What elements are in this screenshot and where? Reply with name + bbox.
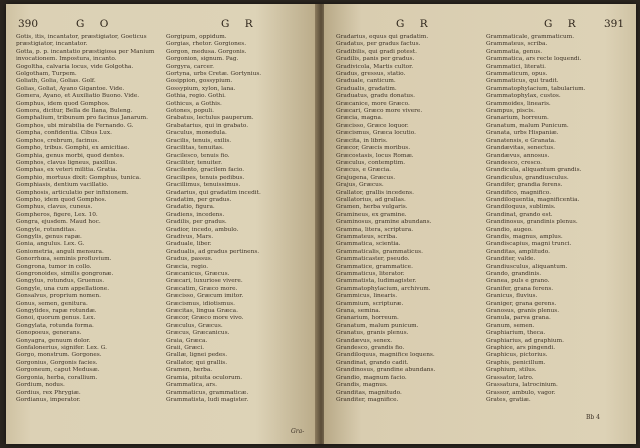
dictionary-entry-line: Gongra, ejusdem. Maud hoc. xyxy=(16,219,101,226)
dictionary-entry-line: Goniometria, anguli mensura. xyxy=(16,248,104,255)
dictionary-entry-line: Gomphas, ex veteri militia. Gratia. xyxy=(16,167,118,174)
dictionary-entry-line: Gradarius, qui gradatim incedit. xyxy=(166,189,261,196)
dictionary-entry-line: Græcatim, Græco more. xyxy=(166,285,238,292)
dictionary-entry-line: Græculus, Græcus. xyxy=(166,322,223,329)
dictionary-entry-line: Grandis, magnus. xyxy=(336,382,388,389)
dictionary-entry-line: Gramia, pituita oculorum. xyxy=(166,374,243,381)
dictionary-entry-line: Grammicus, linearis. xyxy=(336,293,398,300)
dictionary-entry-line: Granatum, malum punicum. xyxy=(336,322,419,329)
dictionary-entry-line: Gracilento, gracilem facio. xyxy=(166,167,245,174)
dictionary-entry-line: Gonfalonerius, signifer. Lex. G. xyxy=(16,345,108,352)
right-header-left: G R xyxy=(396,18,434,30)
dictionary-entry-line: Gomphos, ubi mirabilia de Fernando. G. xyxy=(16,122,134,129)
dictionary-entry-line: Gongronoides, similis gongronæ. xyxy=(16,271,114,277)
left-page-column-1 xyxy=(16,34,158,404)
dictionary-entry-line: Grandicula, aliquantum grandis. xyxy=(486,167,582,174)
dictionary-entry-line: Gorgoneum, caput Medusæ. xyxy=(16,367,100,374)
dictionary-entry-line: Gomera, Ayano, et Auxiliatio Buono. Vide. xyxy=(16,93,140,100)
dictionary-entry-line: Grammaticalis, grammaticus. xyxy=(336,248,423,255)
dictionary-entry-line: Gongylides, rapæ rotundæ. xyxy=(16,308,97,315)
dictionary-entry-line: Graia, Græca. xyxy=(166,337,208,344)
dictionary-entry-line: Græcor, Græco more vivo. xyxy=(166,315,244,322)
dictionary-entry-line: Gongylus, rotundus, Gruenus. xyxy=(16,278,105,285)
dictionary-entry-line: Grandiscapius, magni trunci. xyxy=(486,241,572,248)
dictionary-entry-line: Gradatio, figura. xyxy=(166,204,215,211)
dictionary-entry-line: Graculus, monedula. xyxy=(166,130,227,137)
dictionary-entry-line: Grandesco, grandis fio. xyxy=(336,345,405,352)
dictionary-entry-line: præstigiator, incantator. xyxy=(16,41,88,48)
open-book xyxy=(6,4,636,444)
dictionary-entry-line: Grandævus, senex. xyxy=(336,337,393,344)
dictionary-entry-line: Grabatarius, qui in grabato. xyxy=(166,122,249,129)
dictionary-entry-line: Grandifico, magnifico. xyxy=(486,189,552,196)
dictionary-entry-line: Grallatorius, ad grallas. xyxy=(336,196,406,203)
dictionary-entry-line: Grassor, ambulo, vagor. xyxy=(486,389,556,396)
dictionary-entry-line: Gradilis, per gradus. xyxy=(166,219,227,226)
dictionary-entry-line: Granea, puls e grano. xyxy=(486,278,550,285)
dictionary-entry-line: Gracilipes, tenuis pedibus. xyxy=(166,174,245,181)
left-page-column-2 xyxy=(166,34,308,404)
dictionary-entry-line: Grammaticus, qui tradit. xyxy=(486,78,559,85)
dictionary-entry-line: Græcita, in libris. xyxy=(336,137,388,144)
dictionary-entry-line: Grallæ, lignei pedes. xyxy=(166,352,228,359)
dictionary-entry-line: Grammoides, linearis. xyxy=(486,100,551,107)
dictionary-entry-line: Grammaticus, grammaticæ. xyxy=(166,389,249,396)
right-page-column-1 xyxy=(336,34,478,404)
dictionary-entry-line: Grammium, scripturæ. xyxy=(336,300,404,307)
left-catchword: Gra- xyxy=(291,428,305,435)
dictionary-entry-line: Græcanicus, Græcus. xyxy=(166,271,230,277)
dictionary-entry-line: Gradarius, equus qui gradatim. xyxy=(336,34,429,40)
dictionary-entry-line: Gonyagra, genuum dolor. xyxy=(16,337,91,344)
dictionary-entry-line: Gradilis, panis per gradus. xyxy=(336,56,415,63)
dictionary-entry-line: Gomora, dicitur, Bella de Ilana, Buleng. xyxy=(16,108,133,115)
dictionary-entry-line: Gordium, nodus. xyxy=(16,382,65,389)
dictionary-entry-line: Grammaticale, grammaticum. xyxy=(486,34,575,40)
left-header-left: G O xyxy=(76,18,115,30)
dictionary-entry-line: Granatum, malum Punicum. xyxy=(486,122,569,129)
dictionary-entry-line: Gompheros, figere, Lex. 10. xyxy=(16,211,98,218)
dictionary-entry-line: Gradivicola, Martis cultor. xyxy=(336,63,414,70)
dictionary-entry-line: Gompha, confidentia. Cibus Lux. xyxy=(16,130,112,137)
dictionary-entry-line: Gotis, itis, incantator, præstigiator, Goeticus xyxy=(16,34,147,40)
dictionary-entry-line: Grammatophylacium, tabularium. xyxy=(486,85,586,92)
dictionary-entry-line: Gongrona, tumor in collo. xyxy=(16,263,92,270)
dictionary-entry-line: Grandinat, grando cadit. xyxy=(336,359,409,366)
dictionary-entry-line: Grandiculus, grandiusculus. xyxy=(486,174,569,181)
left-page xyxy=(6,4,318,444)
dictionary-entry-line: Grandiusculus, aliquantum. xyxy=(486,263,568,270)
dictionary-entry-line: Gradiens, incedens. xyxy=(166,211,225,218)
dictionary-entry-line: Grammatici, literati. xyxy=(486,63,546,70)
dictionary-entry-line: Graphium, stilus. xyxy=(486,367,537,374)
dictionary-entry-line: Gorgias, rhetor. Gorgiones. xyxy=(166,41,247,48)
dictionary-entry-line: Gonsalvus, proprium nomen. xyxy=(16,293,101,300)
dictionary-entry-line: Gorgipum, oppidum. xyxy=(166,34,227,40)
dictionary-entry-line: Graphiarium, theca. xyxy=(486,330,546,337)
dictionary-entry-line: Grandævus, annosus. xyxy=(486,152,550,159)
dictionary-entry-line: Grammatica, ars recte loquendi. xyxy=(486,56,582,63)
dictionary-entry-line: Granum, semen. xyxy=(486,322,535,329)
dictionary-entry-line: Golias, Goliat, Ayano Gigantoe. Vide. xyxy=(16,85,125,92)
dictionary-entry-line: Granditas, magnitudo. xyxy=(336,389,402,396)
dictionary-entry-line: Gonorrhœa, seminis profluvium. xyxy=(16,256,112,263)
dictionary-entry-line: Gramen, herba. xyxy=(166,367,213,374)
left-page-number: 390 xyxy=(18,18,39,30)
dictionary-entry-line: Gordius, rex Phrygiæ. xyxy=(16,389,81,396)
dictionary-entry-line: Græcor, Græcis moribus. xyxy=(336,145,411,152)
dictionary-entry-line: Gorgonius, Gorgonis facies. xyxy=(16,359,98,366)
dictionary-entry-line: Gorgyra, carcer. xyxy=(166,63,214,70)
dictionary-entry-line: Græcus, e Græcia. xyxy=(336,167,392,174)
dictionary-entry-line: Grandio, augeo. xyxy=(486,226,533,233)
dictionary-entry-line: Golgotham, Turpem. xyxy=(16,71,77,78)
dictionary-entry-line: Græcostasis, locus Romæ. xyxy=(336,152,414,159)
dictionary-entry-line: Gramineus, ex gramine. xyxy=(336,211,407,218)
dictionary-entry-line: Granarium, horreum. xyxy=(486,115,549,122)
dictionary-entry-line: Græcus, Græcanicus. xyxy=(166,330,230,337)
dictionary-entry-line: Grammatica, ars. xyxy=(166,382,217,389)
dictionary-entry-line: Grammaticus, literator. xyxy=(336,271,405,277)
dictionary-entry-line: Grandinosus, grandine abundans. xyxy=(336,367,436,374)
dictionary-entry-line: Gracilis, tenuis, exilis. xyxy=(166,137,232,144)
dictionary-entry-line: Grandiloquus, sublimis. xyxy=(486,204,556,211)
dictionary-entry-line: Grampus, piscis. xyxy=(486,108,535,115)
dictionary-entry-line: Grates, gratiæ. xyxy=(486,396,531,403)
dictionary-entry-line: Gongylata, rotunda forma. xyxy=(16,322,94,329)
dictionary-entry-line: Gradus, gressus, statio. xyxy=(336,71,406,78)
dictionary-entry-line: Granata, urbs Hispaniæ. xyxy=(486,130,559,137)
dictionary-entry-line: Graduatus, gradu donatus. xyxy=(336,93,415,100)
dictionary-entry-line: Granditas, amplitudo. xyxy=(486,248,550,255)
dictionary-entry-line: Granditer, magnifice. xyxy=(336,396,399,403)
right-header-right: G R xyxy=(544,18,582,30)
dictionary-entry-line: Græcisso, Græcum imitor. xyxy=(166,293,244,300)
dictionary-entry-line: Gomphos, clavus ligneus, paxillus. xyxy=(16,159,118,166)
dictionary-entry-line: Græcitas, lingua Græca. xyxy=(166,308,238,315)
dictionary-entry-line: Granditer, valde. xyxy=(486,256,536,263)
dictionary-entry-line: Gossypium, xylon, lana. xyxy=(166,85,236,92)
dictionary-entry-line: Gorgonion, signum. Pag. xyxy=(166,56,239,63)
dictionary-entry-line: Grandinosus, grandinis plenus. xyxy=(486,219,578,226)
dictionary-entry-line: Gradibilis, qui gradi potest. xyxy=(336,48,417,55)
dictionary-entry-line: Graphice, ars pingendi. xyxy=(486,345,556,352)
dictionary-entry-line: Grallator, grallis incedens. xyxy=(336,189,414,196)
dictionary-entry-line: Græcia, regio. xyxy=(166,263,209,270)
dictionary-entry-line: Grana, semina. xyxy=(336,308,381,315)
dictionary-entry-line: Gomphus, idem quod Gomphos. xyxy=(16,100,110,107)
dictionary-entry-line: Gorgonia, herba, corallium. xyxy=(16,374,98,381)
dictionary-entry-line: Gorgon, medusa. Gorgonis. xyxy=(166,48,247,55)
dictionary-entry-line: Grammaticum, opus. xyxy=(486,71,548,78)
dictionary-entry-line: Grajus, Græcus. xyxy=(336,182,384,189)
dictionary-entry-line: Granifer, grana ferens. xyxy=(486,285,554,292)
dictionary-entry-line: Gradatus, per gradus factus. xyxy=(336,41,421,48)
dictionary-entry-line: invocationem. Impostura, incanto. xyxy=(16,56,117,63)
dictionary-entry-line: Gomphosis, articulatio per infixionem. xyxy=(16,189,129,196)
right-signature: Bb 4 xyxy=(586,414,600,421)
dictionary-entry-line: Granatus, granis plenus. xyxy=(336,330,409,337)
dictionary-entry-line: Graduale, canticum. xyxy=(336,78,396,85)
dictionary-entry-line: Grandis, magnus, amplus. xyxy=(486,233,563,240)
dictionary-entry-line: Granicus, fluvius. xyxy=(486,293,538,300)
dictionary-entry-line: Grammateus, scriba. xyxy=(486,41,548,48)
dictionary-entry-line: Gongyle, una cum appellatione. xyxy=(16,285,110,292)
dictionary-entry-line: Græculus, contemptim. xyxy=(336,159,406,166)
dictionary-entry-line: Grandio, magnum facio. xyxy=(336,374,407,381)
dictionary-entry-line: Gompho, idem quod Gomphos. xyxy=(16,196,107,203)
dictionary-entry-line: Graciliter, tenuiter. xyxy=(166,159,223,166)
dictionary-entry-line: Gradualis, ad gradus pertinens. xyxy=(166,248,260,255)
dictionary-entry-line: Gramen, herba vulgaris. xyxy=(336,204,408,211)
dictionary-entry-line: Grallator, qui grallis. xyxy=(166,359,228,366)
dictionary-entry-line: Gonoi, quorum genus. Lex. xyxy=(16,315,96,322)
dictionary-entry-line: Graphicus, pictorius. xyxy=(486,352,548,359)
right-page xyxy=(324,4,636,444)
left-header-right: G R xyxy=(221,18,259,30)
dictionary-entry-line: Gradualis, gradatim. xyxy=(336,85,397,92)
dictionary-entry-line: Grammatista, ludimagister. xyxy=(336,278,417,285)
dictionary-entry-line: Gotta, p. p. incantatio præstigiosa per Manium xyxy=(16,48,155,55)
dictionary-entry-line: Grammateus, scriba. xyxy=(336,233,398,240)
dictionary-entry-line: Grammatia, genus. xyxy=(486,48,543,55)
dictionary-entry-line: Granarium, horreum. xyxy=(336,315,399,322)
dictionary-entry-line: Gomphos, crebrum, facinus. xyxy=(16,137,100,144)
dictionary-entry-line: Grammatica, scientia. xyxy=(336,241,401,248)
dictionary-entry-line: Græcismus, idiotismus. xyxy=(166,300,235,307)
dictionary-entry-line: Grando, grandinis. xyxy=(486,271,542,277)
dictionary-entry-line: Gracilitas, tenuitas. xyxy=(166,145,224,152)
dictionary-entry-line: Grandifer, grandia ferens. xyxy=(486,182,563,189)
dictionary-entry-line: Grandiloquentia, magnificentia. xyxy=(486,196,580,203)
dictionary-entry-line: Grammaticaster, pseudo. xyxy=(336,256,410,263)
dictionary-entry-line: Gongyle, rotunditas. xyxy=(16,226,77,233)
dictionary-entry-line: Gotones, populi. xyxy=(166,108,214,115)
dictionary-entry-line: Grajugena, Græcus. xyxy=(336,174,396,181)
dictionary-entry-line: Grandiloquus, magnifice loquens. xyxy=(336,352,435,359)
dictionary-entry-line: Graphiarius, ad graphium. xyxy=(486,337,564,344)
dictionary-entry-line: Gomphio, mortuus dixit: Gomphus, tunica. xyxy=(16,174,141,181)
dictionary-entry-line: Grammatophylacium, archivum. xyxy=(336,285,431,292)
dictionary-entry-line: Gongylis, genus rapæ. xyxy=(16,233,82,240)
dictionary-entry-line: Granosus, granis plenus. xyxy=(486,308,560,315)
right-page-column-2 xyxy=(486,34,628,404)
dictionary-entry-line: Grassator, latro. xyxy=(486,374,534,381)
dictionary-entry-line: Græcismus, Græca locutio. xyxy=(336,130,416,137)
dictionary-entry-line: Gomphalium, tribunum pro facinus Janarum. xyxy=(16,115,148,122)
dictionary-entry-line: Græcari, luxuriose vivere. xyxy=(166,278,243,285)
dictionary-entry-line: Graniger, grana gerens. xyxy=(486,300,557,307)
dictionary-entry-line: Graminosus, gramine abundans. xyxy=(336,219,432,226)
dictionary-entry-line: Grandesco, cresco. xyxy=(486,159,543,166)
dictionary-entry-line: Grabatus, lectulus pauperum. xyxy=(166,115,254,122)
dictionary-entry-line: Grandinat, grando est. xyxy=(486,211,553,218)
dictionary-entry-line: Græcisso, Græce loquor. xyxy=(336,122,409,129)
dictionary-entry-line: Grammatista, ludi magister. xyxy=(166,396,249,403)
dictionary-entry-line: Grandævitas, senectus. xyxy=(486,145,556,152)
dictionary-entry-line: Graphis, penicillum. xyxy=(486,359,546,366)
dictionary-entry-line: Goliath, Golia, Golias. Golf. xyxy=(16,78,96,85)
dictionary-entry-line: Græcia, magna. xyxy=(336,115,383,122)
dictionary-entry-line: Gordianus, imperator. xyxy=(16,396,81,403)
dictionary-entry-line: Graduale, liber. xyxy=(166,241,212,248)
dictionary-entry-line: Granatensis, e Granata. xyxy=(486,137,556,144)
dictionary-entry-line: Grammatophylax, custos. xyxy=(486,93,561,100)
dictionary-entry-line: Gracilesco, tenuis fio. xyxy=(166,152,230,159)
right-page-number: 391 xyxy=(604,18,625,30)
dictionary-entry-line: Gradatim, per gradus. xyxy=(166,196,232,203)
dictionary-entry-line: Gonopoeus, generans. xyxy=(16,330,82,337)
dictionary-entry-line: Gonus, semen, genitura. xyxy=(16,300,88,307)
dictionary-entry-line: Grassatura, latrocinium. xyxy=(486,382,558,389)
dictionary-entry-line: Gomphiasis, dentium vacillatio. xyxy=(16,182,109,189)
dictionary-entry-line: Gothia, regio. Gothi. xyxy=(166,93,226,100)
dictionary-entry-line: Graii, Græci. xyxy=(166,345,205,352)
dictionary-entry-line: Græcanice, more Græco. xyxy=(336,100,410,107)
dictionary-entry-line: Gothicus, a Gothis. xyxy=(166,100,222,107)
dictionary-entry-line: Gradivus, Mars. xyxy=(166,233,214,240)
dictionary-entry-line: Gosippion, gossypium. xyxy=(166,78,233,85)
dictionary-entry-line: Grammatice, grammatice. xyxy=(336,263,413,270)
dictionary-entry-line: Gortyna, urbs Cretæ. Gortynius. xyxy=(166,71,262,78)
dictionary-entry-line: Granula, parva grana. xyxy=(486,315,551,322)
dictionary-entry-line: Gonia, angulus. Lex. G. xyxy=(16,241,85,248)
dictionary-entry-line: Gramma, litera, scriptura. xyxy=(336,226,414,233)
dictionary-entry-line: Gomphia, genus morbi, quod dentes. xyxy=(16,152,125,159)
dictionary-entry-line: Græcari, Græco more vivere. xyxy=(336,108,423,115)
dictionary-entry-line: Gompho, tribus. Gomphi, ex amicitiae. xyxy=(16,145,130,152)
dictionary-entry-line: Gomphus, clavus, cuneus. xyxy=(16,204,93,211)
dictionary-entry-line: Gradus, passus. xyxy=(166,256,213,263)
dictionary-entry-line: Gorgo, monstrum. Gorgones. xyxy=(16,352,102,359)
dictionary-entry-line: Gracillimus, tenuissimus. xyxy=(166,182,241,189)
dictionary-entry-line: Gradior, incedo, ambulo. xyxy=(166,226,239,233)
dictionary-entry-line: Gogoltha, calvaria locus, vide Golgotha. xyxy=(16,63,134,70)
